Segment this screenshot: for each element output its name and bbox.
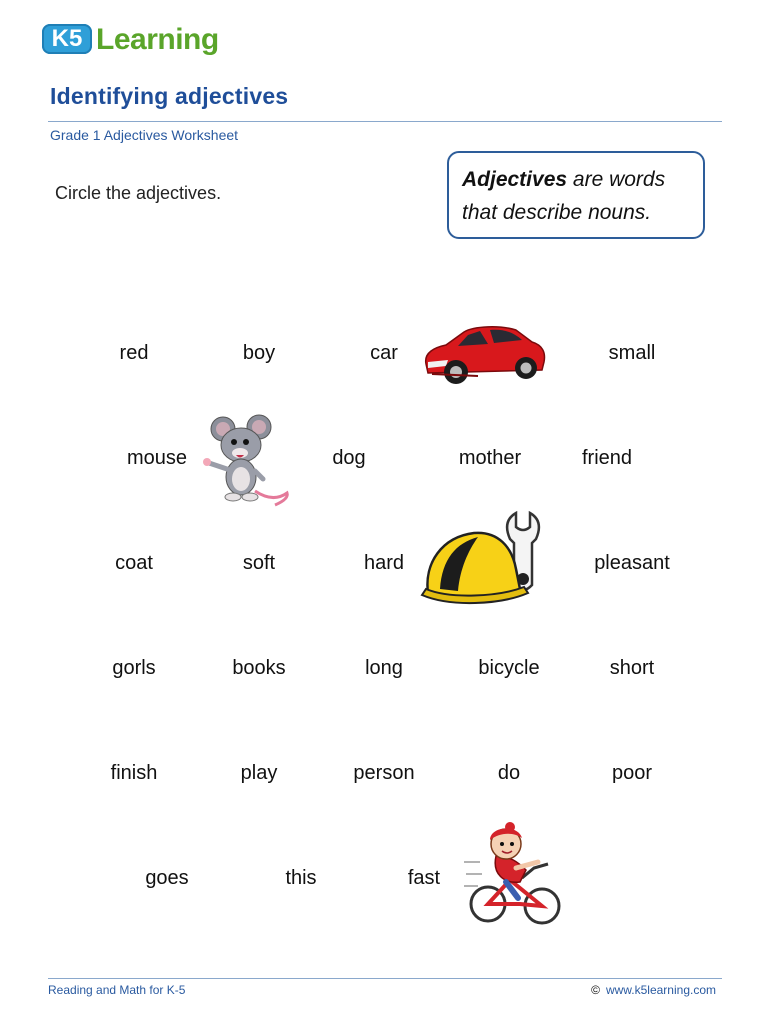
car-picture <box>418 318 548 390</box>
website-link[interactable]: www.k5learning.com <box>605 983 716 997</box>
word-item[interactable]: boy <box>242 342 276 364</box>
word-item[interactable]: person <box>353 762 415 784</box>
word-item[interactable]: finish <box>110 762 158 784</box>
word-item[interactable]: bicycle <box>478 657 540 679</box>
footer-tagline: Reading and Math for K-5 <box>48 983 186 997</box>
girl-on-bicycle-picture <box>462 822 566 932</box>
page-title: Identifying adjectives <box>50 83 289 109</box>
word-item[interactable]: short <box>609 657 655 679</box>
word-item[interactable]: this <box>285 867 317 889</box>
word-item[interactable]: coat <box>115 552 153 574</box>
definition-box <box>447 151 705 239</box>
word-item[interactable]: pleasant <box>594 552 670 574</box>
word-item[interactable]: gorls <box>112 657 156 679</box>
header-divider <box>48 121 722 122</box>
hard-hat-picture <box>420 503 548 607</box>
page-subtitle: Grade 1 Adjectives Worksheet <box>50 127 239 143</box>
mouse-picture <box>203 413 291 507</box>
footer-divider <box>48 978 722 979</box>
word-item[interactable]: hard <box>363 552 405 574</box>
footer-website <box>591 983 716 997</box>
word-item[interactable]: dog <box>332 447 366 469</box>
instruction-text: Circle the adjectives. <box>55 183 222 203</box>
logo-wordmark: Learning <box>96 23 219 56</box>
word-item[interactable]: mother <box>458 447 522 469</box>
word-item[interactable]: red <box>119 342 149 364</box>
word-item[interactable]: friend <box>581 447 633 469</box>
word-item[interactable]: goes <box>145 867 189 889</box>
word-item[interactable]: do <box>497 762 521 784</box>
logo-k5-badge: K5 <box>42 24 92 54</box>
word-item[interactable]: long <box>365 657 403 679</box>
k5-learning-logo <box>42 14 219 64</box>
word-item[interactable]: play <box>240 762 278 784</box>
word-item[interactable]: soft <box>242 552 276 574</box>
word-item[interactable]: small <box>608 342 656 364</box>
word-item[interactable]: mouse <box>126 447 188 469</box>
word-item[interactable]: poor <box>611 762 653 784</box>
word-item[interactable]: car <box>370 342 398 364</box>
copyright-symbol: © <box>591 983 600 997</box>
definition-text: are words that describe nouns. <box>462 168 666 224</box>
word-item[interactable]: fast <box>407 867 441 889</box>
definition-term: Adjectives <box>462 168 568 191</box>
word-item[interactable]: books <box>232 657 286 679</box>
